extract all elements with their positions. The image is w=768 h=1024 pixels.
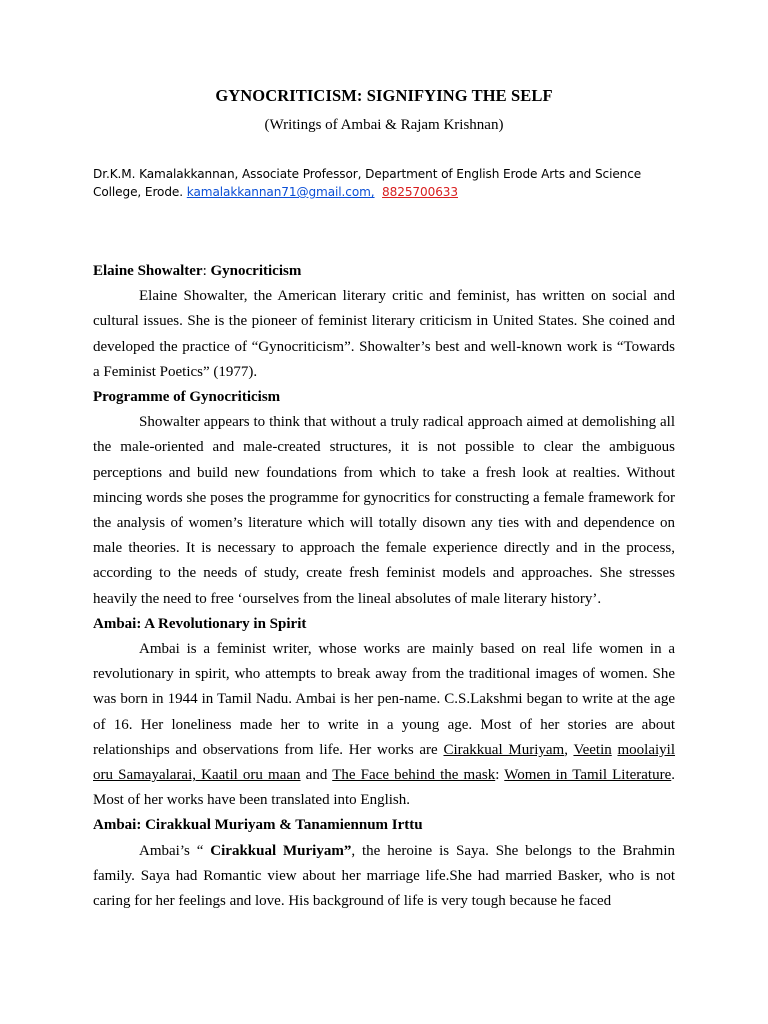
author-block xyxy=(93,165,683,201)
author-email-link[interactable]: kamalakkannan71@gmail.com, xyxy=(186,185,375,199)
document-title: GYNOCRITICISM: SIGNIFYING THE SELF xyxy=(215,86,553,105)
author-phone[interactable]: 8825700633 xyxy=(382,185,458,199)
author-line: Dr.K.M. Kamalakkannan, Associate Professor, Department of English Erode Arts and Science College, Erode. xyxy=(93,167,642,199)
document-body xyxy=(93,259,675,914)
section-heading-ambai-revolutionary: Ambai: A Revolutionary in Spirit xyxy=(93,615,307,632)
work-title: Cirakkual Muriyam xyxy=(443,741,565,758)
section-heading-programme: Programme of Gynocriticism xyxy=(93,389,281,406)
work-title: Women in Tamil Literature xyxy=(504,767,672,784)
section-heading-showalter: Elaine Showalter: Gynocriticism xyxy=(93,263,302,279)
work-title: Veetin xyxy=(573,741,612,758)
paragraph-ambai-revolutionary: Ambai is a feminist writer, whose works are mainly based on real life women in a revolutionary in spirit, who attempts to break away from the traditional images of women. She was born in 1944 in Tamil Nadu. Ambai is her pen-name. C.S.Lakshmi began to write at the age of 16. Her loneliness made her to write in a young age. Most of her stories are about relationships and observations from life. Her works are Cirakkual Muriyam, Veetin moolaiyil oru Samayalarai, Kaatil oru maan and The Face behind the mask: Women in Tamil Literature. Most of her works have been translated into English. xyxy=(93,641,676,809)
paragraph-programme: Showalter appears to think that without a truly radical approach aimed at demolishing all the male-oriented and male-created structures, it is not possible to clear the ambiguous perceptions and build new foundations from which to take a fresh look at realties. Without mincing words she poses the programme for gynocritics for constructing a female framework for the analysis of women’s literature which will totally disown any ties with and dependence on male theories. It is necessary to approach the female experience directly and in the process, according to the needs of study, create fresh feminist models and approaches. She stresses heavily the need to free ‘ourselves from the lineal absolutes of male literary history’. xyxy=(93,414,675,607)
paragraph-showalter: Elaine Showalter, the American literary critic and feminist, has written on social and cultural issues. She is the pioneer of feminist literary criticism in United States. She coined and developed the practice of “Gynocriticism”. Showalter’s best and well-known work is “Towards a Feminist Poetics” (1977). xyxy=(93,288,675,380)
section-heading-cirakkual: Ambai: Cirakkual Muriyam & Tanamiennum Irttu xyxy=(93,817,423,834)
paragraph-cirakkual: Ambai’s “ Cirakkual Muriyam”, the heroine is Saya. She belongs to the Brahmin family. Saya had Romantic view about her marriage life.She had married Basker, who is not caring for her feelings and love. His background of life is very tough because he faced xyxy=(93,842,675,910)
document-subtitle: (Writings of Ambai & Rajam Krishnan) xyxy=(264,117,504,133)
work-title: The Face behind the mask xyxy=(332,767,496,784)
work-title: moolaiyil oru Samayalarai, Kaatil oru maan xyxy=(93,741,676,784)
bold-work-title: Cirakkual Muriyam” xyxy=(210,842,352,859)
